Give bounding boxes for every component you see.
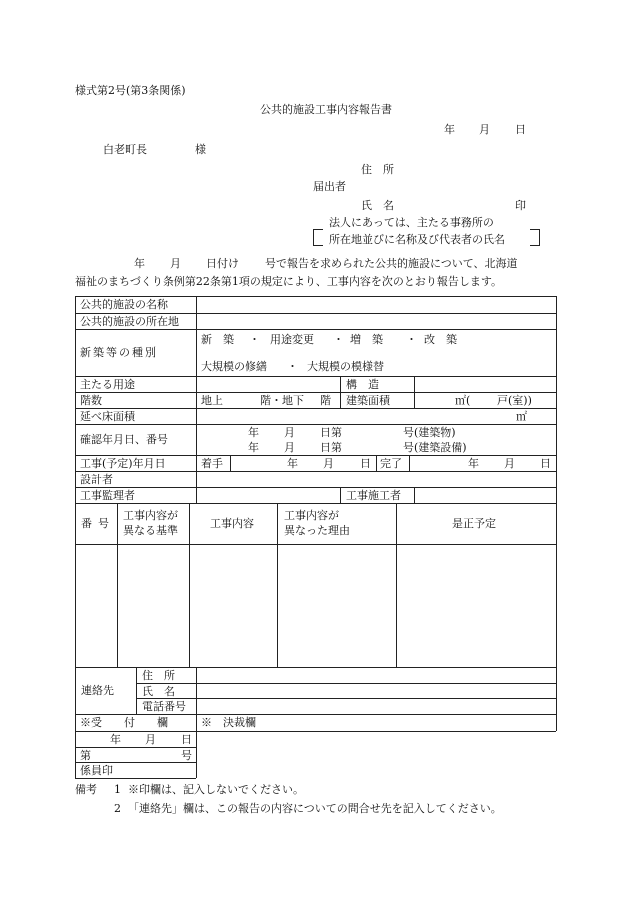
rec-day: 日 <box>181 733 192 746</box>
confirm2-dayno: 日第 <box>320 441 342 454</box>
rule <box>75 392 556 393</box>
rule <box>75 376 556 377</box>
rule <box>75 778 196 779</box>
form-number: 様式第2号(第3条関係) <box>75 84 186 97</box>
rec-year: 年 <box>110 733 121 746</box>
floors-above: 地上 <box>201 394 223 407</box>
type-extension: 増 築 <box>350 333 383 346</box>
bracket-right <box>530 229 540 246</box>
applicant-label: 届出者 <box>313 180 346 193</box>
rule <box>196 667 197 778</box>
applicant-name-label: 氏 名 <box>361 199 394 212</box>
floors-mid: 階・地下 <box>260 394 304 407</box>
label-construction-type: 新築等の種別 <box>80 346 158 359</box>
type-sep: ・ <box>406 333 417 346</box>
addressee-honorific: 様 <box>195 143 206 156</box>
complete-month: 月 <box>504 457 515 470</box>
col-diff-std-2: 異なる基準 <box>123 524 178 537</box>
rule <box>75 487 556 488</box>
label-contact-name: 氏 名 <box>142 685 175 698</box>
note2: 「連絡先」欄は、この報告の内容についての問合せ先を記入してください。 <box>128 802 502 815</box>
label-total-floor-area: 延べ床面積 <box>80 410 135 423</box>
rec-no-suffix: 号 <box>181 749 192 762</box>
col-content: 工事内容 <box>210 517 254 530</box>
rule <box>376 455 377 471</box>
label-structure: 構 造 <box>346 378 379 391</box>
note1-no: 1 <box>114 783 121 796</box>
notes-label: 備考 <box>75 783 97 796</box>
confirm1-type: 号(建築物) <box>403 426 456 439</box>
label-schedule: 工事(予定)年月日 <box>80 457 166 470</box>
label-start: 着手 <box>201 457 223 470</box>
floors-below: 階 <box>320 394 331 407</box>
rule <box>75 731 556 732</box>
confirm1-dayno: 日第 <box>320 426 342 439</box>
col-plan: 是正予定 <box>452 517 496 530</box>
type-sep: ・ <box>287 360 298 373</box>
form-title: 公共的施設工事内容報告書 <box>260 103 392 116</box>
complete-day: 日 <box>540 457 551 470</box>
rule <box>75 408 556 409</box>
rule <box>75 424 556 425</box>
addressee-name: 白老町長 <box>103 143 147 156</box>
rule <box>75 455 556 456</box>
rule <box>189 503 190 667</box>
confirm2-type: 号(建築設備) <box>403 441 467 454</box>
type-sep: ・ <box>249 333 260 346</box>
rule <box>75 313 556 314</box>
start-month: 月 <box>323 457 334 470</box>
col-reason-1: 工事内容が <box>284 509 339 522</box>
rec-staff: 係員印 <box>80 764 113 777</box>
label-complete: 完了 <box>380 457 402 470</box>
note1: ※印欄は、記入しないでください。 <box>128 783 304 796</box>
label-contractor: 工事施工者 <box>346 489 401 502</box>
col-no: 番号 <box>81 517 115 530</box>
label-building-area: 建築面積 <box>346 394 390 407</box>
date-day-label: 日 <box>515 123 526 136</box>
start-day: 日 <box>360 457 371 470</box>
confirm2-month: 月 <box>284 441 295 454</box>
intro-line2: 福祉のまちづくり条例第22条第1項の規定により、工事内容を次のとおり報告します。 <box>75 275 503 288</box>
start-year: 年 <box>287 457 298 470</box>
rule <box>409 455 410 471</box>
rule <box>136 667 137 714</box>
rule <box>75 667 556 668</box>
label-reception: ※受 付 欄 <box>80 716 168 729</box>
label-contact-address: 住 所 <box>142 669 175 682</box>
area-unit: ㎡( <box>455 394 471 407</box>
rule <box>75 296 556 297</box>
type-major-repair: 大規模の修繕 <box>201 360 267 373</box>
rule <box>75 762 196 763</box>
confirm2-year: 年 <box>248 441 259 454</box>
floor-area-unit: ㎡ <box>516 410 527 423</box>
rule <box>75 329 556 330</box>
corp-note-line1: 法人にあっては、主たる事務所の <box>329 216 494 229</box>
note2-no: 2 <box>114 802 121 815</box>
label-main-use: 主たる用途 <box>80 378 135 391</box>
label-confirm: 確認年月日、番号 <box>80 433 168 446</box>
date-month-label: 月 <box>479 123 490 136</box>
rule <box>230 455 231 471</box>
label-designer: 設計者 <box>80 473 113 486</box>
seal-mark: 印 <box>515 199 526 212</box>
rule <box>396 503 397 667</box>
confirm1-year: 年 <box>248 426 259 439</box>
type-renovation: 改 築 <box>424 333 457 346</box>
label-supervisor: 工事監理者 <box>80 489 135 502</box>
label-contact-phone: 電話番号 <box>142 700 186 713</box>
rule <box>556 296 557 731</box>
rule <box>75 471 556 472</box>
rule <box>414 487 415 503</box>
intro-month: 月 <box>170 257 181 270</box>
label-contact: 連絡先 <box>81 684 114 697</box>
col-diff-std-1: 工事内容が <box>123 509 178 522</box>
rec-month: 月 <box>145 733 156 746</box>
rule <box>277 503 278 667</box>
type-use-change: 用途変更 <box>270 333 314 346</box>
rule <box>414 376 415 408</box>
intro-line1-rest: 号で報告を求められた公共的施設について、北海道 <box>265 257 518 270</box>
rule <box>75 503 556 504</box>
rule <box>136 698 556 699</box>
type-sep: ・ <box>333 333 344 346</box>
rec-no-prefix: 第 <box>80 749 91 762</box>
rule <box>196 296 197 503</box>
rule <box>340 487 341 503</box>
rule <box>75 296 76 778</box>
col-reason-2: 異なった理由 <box>284 524 350 537</box>
units-count: 戸(室)) <box>497 394 532 407</box>
date-year-label: 年 <box>444 123 455 136</box>
intro-year: 年 <box>134 257 145 270</box>
bracket-left <box>313 229 323 246</box>
rule <box>75 714 556 715</box>
complete-year: 年 <box>468 457 479 470</box>
rule <box>136 683 556 684</box>
label-facility-location: 公共的施設の所在地 <box>80 315 179 328</box>
type-major-remodel: 大規模の模様替 <box>307 360 384 373</box>
label-facility-name: 公共的施設の名称 <box>80 298 168 311</box>
label-decision: ※ 決裁欄 <box>201 716 256 729</box>
label-floors: 階数 <box>80 394 102 407</box>
type-new: 新 築 <box>201 333 234 346</box>
confirm1-month: 月 <box>284 426 295 439</box>
intro-day: 日付け <box>206 257 239 270</box>
rule <box>117 503 118 667</box>
applicant-address-label: 住 所 <box>361 163 394 176</box>
corp-note-line2: 所在地並びに名称及び代表者の氏名 <box>329 233 505 246</box>
rule <box>75 747 196 748</box>
rule <box>75 544 556 545</box>
rule <box>340 376 341 408</box>
